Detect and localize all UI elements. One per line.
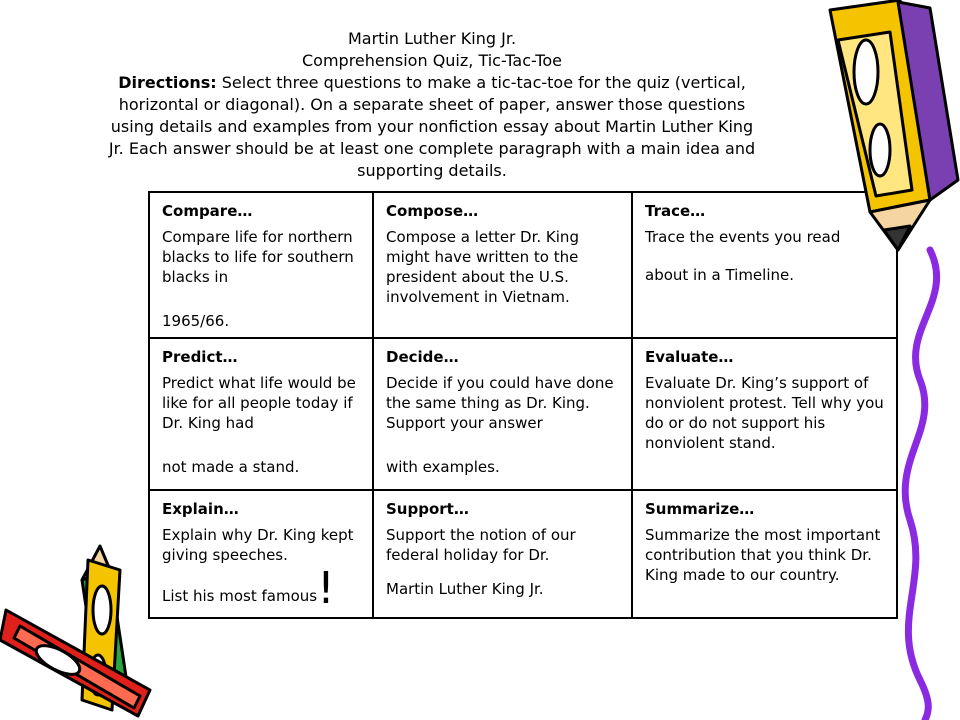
directions-line-4: Jr. Each answer should be at least one complete paragraph with a main idea and [108,139,756,158]
cell-title: Evaluate… [645,348,734,366]
pencil-icon [780,0,960,720]
crayons-icon [0,540,180,720]
cell-extra: not made a stand. [162,458,300,476]
quiz-subtitle: Comprehension Quiz, Tic-Tac-Toe [302,51,562,70]
directions-line-1 [72,72,792,94]
cell-title: Compare… [162,202,253,220]
cell-body: Compare life for northern blacks to life for southern blacks in [162,228,354,286]
cell-title: Trace… [645,202,706,220]
cell-extra: with examples. [386,458,500,476]
cell-explain [149,490,373,618]
directions-header [72,28,792,182]
cell-body: Decide if you could have done the same thing as Dr. King. Support your answer [386,374,614,432]
cell-title: Predict… [162,348,238,366]
directions-line-3: using details and examples from your nonfiction essay about Martin Luther King [110,117,754,136]
cell-body: Compose a letter Dr. King might have written to the president about the U.S. involvement in Vietnam. [386,228,579,306]
quiz-title: Martin Luther King Jr. [347,29,517,48]
exclamation-mark: ! [317,563,335,614]
cell-support [373,490,632,618]
directions-line-2: horizontal or diagonal). On a separate sheet of paper, answer those questions [118,95,746,114]
cell-extra: about in a Timeline. [645,266,794,284]
cell-extra [162,563,362,614]
cell-title: Compose… [386,202,479,220]
directions-line-5: supporting details. [357,161,507,180]
cell-extra: 1965/66. [162,312,230,330]
cell-body: Support the notion of our federal holiday for Dr. [386,526,576,564]
cell-compose [373,192,632,338]
cell-title: Summarize… [645,500,755,518]
cell-compare [149,192,373,338]
cell-predict [149,338,373,490]
cell-body: Summarize the most important contribution that you think Dr. King made to our country. [645,526,881,584]
directions-text-1: Select three questions to make a tic-tac-toe for the quiz (vertical, [216,73,746,92]
cell-extra: Martin Luther King Jr. [386,580,544,598]
cell-body: Explain why Dr. King kept giving speeches. [162,526,354,564]
cell-extra-text: List his most famous [162,587,318,605]
cell-body: Predict what life would be like for all people today if Dr. King had [162,374,356,432]
cell-title: Support… [386,500,469,518]
cell-title: Decide… [386,348,459,366]
cell-body: Trace the events you read [645,228,841,246]
directions-label: Directions: [118,73,217,92]
cell-decide [373,338,632,490]
cell-title: Explain… [162,500,239,518]
cell-body: Evaluate Dr. King’s support of nonviolent protest. Tell why you do or do not support his nonviolent stand. [645,374,884,452]
